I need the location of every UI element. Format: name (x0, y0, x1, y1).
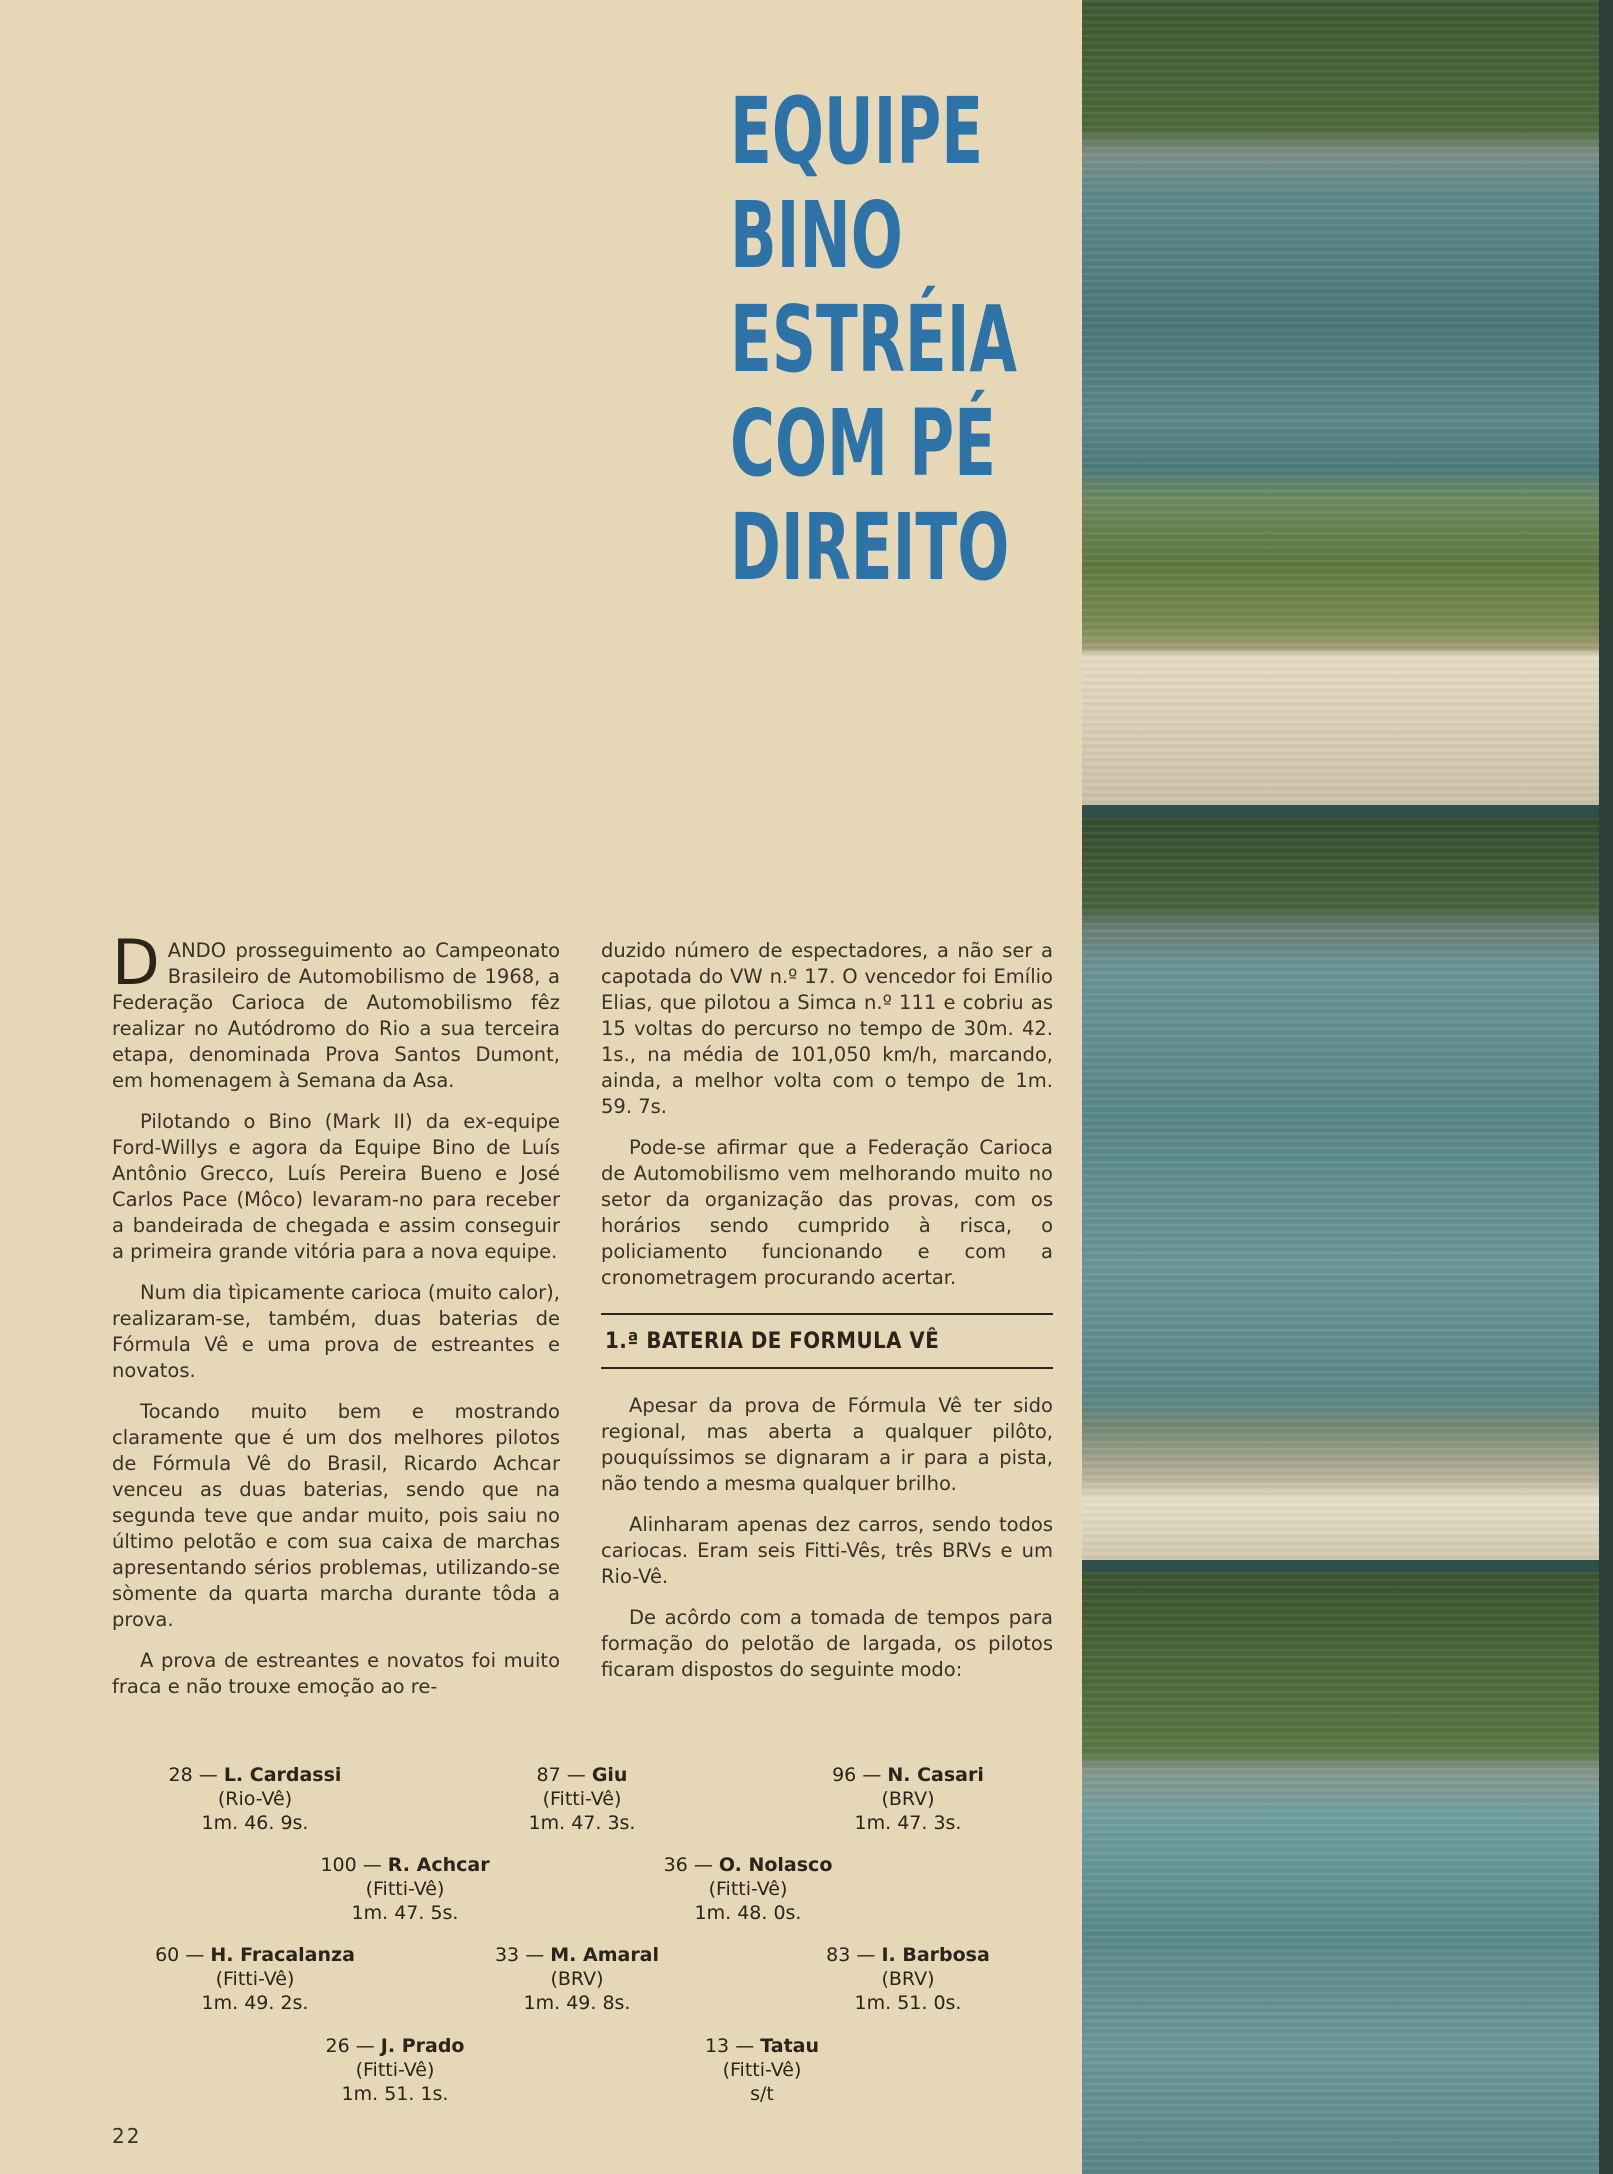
paragraph: A prova de estreantes e novatos foi muito fraca e não trouxe emoção ao re- (112, 1649, 560, 1698)
page-number: 22 (112, 2124, 142, 2148)
headline-line: BINO (730, 182, 903, 289)
grid-entry: 33 — M. Amaral (BRV) 1m. 49. 8s. (494, 1944, 660, 2014)
article-column-right (601, 938, 1053, 1698)
race-photo-strip (1082, 0, 1613, 2174)
grid-entry: 83 — I. Barbosa (BRV) 1m. 51. 0s. (826, 1944, 990, 2014)
grid-entry: 60 — H. Fracalanza (Fitti-Vê) 1m. 49. 2s. (155, 1944, 355, 2014)
headline-line: EQUIPE (730, 78, 984, 185)
headline-line: ESTRÉIA (730, 286, 1017, 393)
section-heading: 1.ª BATERIA DE FORMULA VÊ (601, 1313, 1053, 1369)
paragraph: Tocando muito bem e mostrando claramente que é um dos melhores pilotos de Fórmula Vê do Brasil, Ricardo Achcar venceu as duas baterias, sendo que na segunda teve que andar muito, pois saiu no último pelotão e com sua caixa de marchas apresentando sérios problemas, utilizando-se sòmente da quarta marcha durante tôda a prova. (112, 1400, 560, 1631)
race-photo-middle (1082, 818, 1613, 1560)
page-edge (1599, 0, 1613, 2174)
paragraph: Apesar da prova de Fórmula Vê ter sido regional, mas aberta a qualquer pilôto, pouquíssimos se dignaram a ir para a pista, não tendo a mesma qualquer brilho. (601, 1394, 1053, 1495)
paragraph: Pode-se afirmar que a Federação Carioca de Automobilismo vem melhorando muito no setor da organização das provas, com os horários sendo cumprido à risca, o policiamento funcionando e com a cronometragem procurando acertar. (601, 1136, 1053, 1289)
grid-entry: 26 — J. Prado (Fitti-Vê) 1m. 51. 1s. (325, 2035, 465, 2105)
grid-entry: 13 — Tatau (Fitti-Vê) s/t (704, 2035, 820, 2105)
paragraph: Alinharam apenas dez carros, sendo todos cariocas. Eram seis Fitti-Vês, três BRVs e um Rio-Vê. (601, 1513, 1053, 1588)
paragraph: Num dia tìpicamente carioca (muito calor), realizaram-se, também, duas baterias de Fórmula Vê e uma prova de estreantes e novatos. (112, 1281, 560, 1382)
paragraph: duzido número de espectadores, a não ser a capotada do VW n.º 17. O vencedor foi Emílio Elias, que pilotou a Simca n.º 111 e cobriu as 15 voltas do percurso no tempo de 30m. 42. 1s., na média de 101,050 km/h, marcando, ainda, a melhor volta com o tempo de 1m. 59. 7s. (601, 939, 1053, 1118)
paragraph: Pilotando o Bino (Mark II) da ex-equipe Ford-Willys e agora da Equipe Bino de Luís Antônio Grecco, Luís Pereira Bueno e José Carlos Pace (Môco) levaram-no para receber a bandeirada de chegada e assim conseguir a primeira grande vitória para a nova equipe. (112, 1110, 560, 1263)
article-column-left (112, 926, 560, 1715)
grid-entry: 36 — O. Nolasco (Fitti-Vê) 1m. 48. 0s. (663, 1854, 833, 1924)
headline-line: DIREITO (730, 494, 1010, 601)
grid-entry: 28 — L. Cardassi (Rio-Vê) 1m. 46. 9s. (168, 1764, 342, 1834)
grid-entry: 96 — N. Casari (BRV) 1m. 47. 3s. (832, 1764, 984, 1834)
race-photo-bottom (1082, 1572, 1613, 2174)
headline-line: COM PÉ (730, 390, 997, 497)
race-photo-top (1082, 0, 1613, 805)
article-headline (730, 78, 1017, 601)
grid-entry: 87 — Giu (Fitti-Vê) 1m. 47. 3s. (528, 1764, 636, 1834)
drop-cap: D (112, 926, 160, 999)
paragraph: DANDO prosseguimento ao Campeonato Brasileiro de Automobilismo de 1968, a Federação Carioca de Automobilismo fêz realizar no Autódromo do Rio a sua terceira etapa, denominada Prova Santos Dumont, em homenagem à Semana da Asa. (112, 926, 560, 1092)
paragraph: De acôrdo com a tomada de tempos para formação do pelotão de largada, os pilotos ficaram dispostos do seguinte modo: (601, 1606, 1053, 1681)
grid-entry: 100 — R. Achcar (Fitti-Vê) 1m. 47. 5s. (320, 1854, 490, 1924)
